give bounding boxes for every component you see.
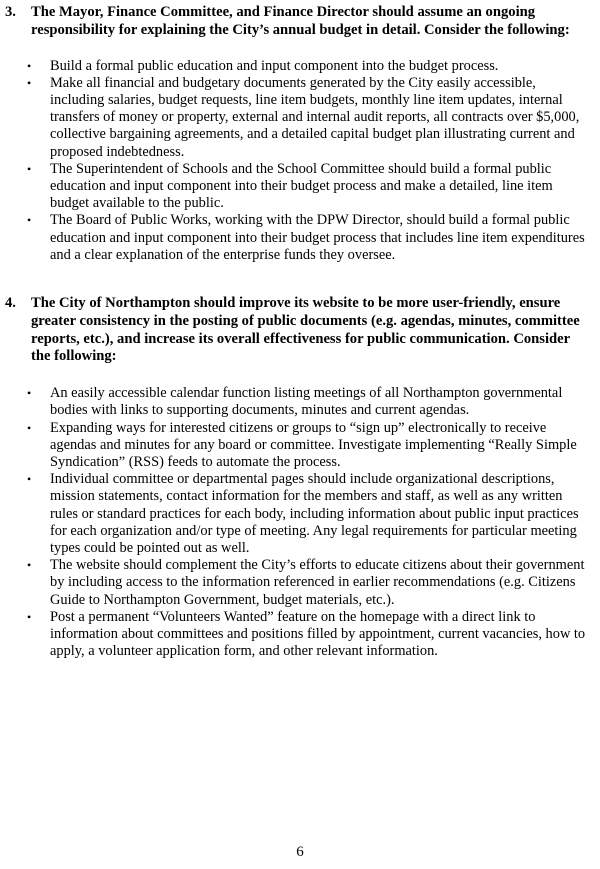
bullet-text: The Superintendent of Schools and the School Committee should build a formal public education and input component into their budget process and make a detailed, line item budget available to the public. (50, 160, 553, 212)
recommendation-4 (0, 295, 600, 660)
bullet-text: Build a formal public education and input component into the budget process. (50, 57, 499, 74)
bullet-text: Expanding ways for interested citizens or groups to “sign up” electronically to receive agendas and minutes for any board or committee. Investigate implementing “Really Simple Syndication” (RSS) feeds to automate the process. (50, 419, 577, 470)
bullet-text: Individual committee or departmental pages should include organizational descriptions, mission statements, contact information for the members and staff, as well as any written rules or standard practices for each body, including information about public input practices for each organization and/or type of meeting. Any legal requirements for particular meeting types could be pointed out as well. (50, 471, 579, 557)
page-number: 6 (296, 844, 304, 860)
recommendation-number: 3. (5, 4, 16, 20)
bullet-icon: • (27, 420, 32, 435)
bullet-icon: • (27, 386, 32, 401)
recommendation-heading-text: The Mayor, Finance Committee, and Finance Director should assume an ongoing responsibility for explaining the City’s annual budget in detail. Consider the following: (31, 4, 570, 38)
bullet-text: An easily accessible calendar function listing meetings of all Northampton governmental bodies with links to supporting documents, minutes and current agendas. (50, 385, 563, 419)
list-item (0, 161, 600, 213)
bullet-icon: • (27, 213, 32, 228)
bullet-text: The Board of Public Works, working with the DPW Director, should build a formal public education and input component into their budget process that includes line item expenditures and a clear explanation of the enterprise funds they oversee. (50, 212, 585, 263)
list-item (0, 75, 600, 161)
list-item (0, 212, 600, 264)
list-item (0, 58, 600, 75)
bullet-icon: • (27, 161, 32, 176)
bullet-text: Post a permanent “Volunteers Wanted” feature on the homepage with a direct link to information about committees and positions filled by appointment, current vacancies, how to apply, a volunteer application form, and other relevant information. (50, 608, 586, 660)
recommendation-heading (0, 4, 600, 40)
bullet-text: The website should complement the City’s efforts to educate citizens about their government by including access to the information referenced in earlier recommendations (e.g. Citizens Guide to Northampton Government, budget materials, etc.). (50, 557, 585, 608)
recommendation-heading-text: The City of Northampton should improve its website to be more user-friendly, ensure greater consistency in the posting of public documents (e.g. agendas, minutes, committee reports, etc.), and increase its overall effectiveness for public communication. Consider the following: (31, 295, 580, 365)
bullet-icon: • (27, 609, 32, 624)
list-item (0, 609, 600, 661)
recommendation-heading (0, 295, 600, 366)
bullet-icon: • (27, 472, 32, 487)
bullet-list (0, 58, 600, 264)
bullet-icon: • (27, 58, 32, 73)
list-item (0, 557, 600, 609)
bullet-text: Make all financial and budgetary documents generated by the City easily accessible, including salaries, budget requests, line item budgets, monthly line item updates, internal transfers of money or property, external and internal audit reports, all contracts over $5,000, collective bargaining agreements, and a detailed capital budget plan illustrating current and proposed indebtedness. (50, 74, 580, 160)
bullet-list (0, 385, 600, 660)
list-item (0, 471, 600, 557)
bullet-icon: • (27, 558, 32, 573)
recommendation-3 (0, 4, 600, 264)
bullet-icon: • (27, 75, 32, 90)
list-item (0, 385, 600, 419)
recommendation-number: 4. (5, 295, 16, 311)
list-item (0, 420, 600, 472)
